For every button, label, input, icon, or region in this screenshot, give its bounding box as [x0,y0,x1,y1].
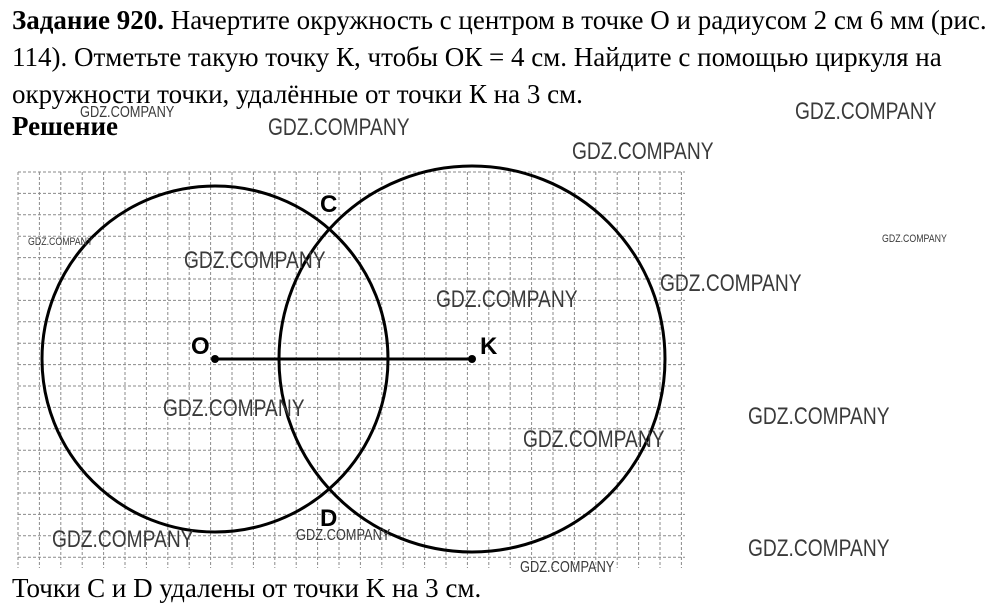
watermark: GDZ.COMPANY [882,233,947,245]
point-k [468,355,476,363]
label-k: K [480,333,498,360]
label-c: C [320,191,338,218]
watermark: GDZ.COMPANY [28,236,93,248]
label-d: D [320,505,338,532]
watermark: GDZ.COMPANY [572,138,714,165]
watermark: GDZ.COMPANY [184,247,326,274]
task-number: Задание 920. [12,5,165,35]
watermark: GDZ.COMPANY [748,535,890,562]
watermark: GDZ.COMPANY [436,286,578,313]
watermark: GDZ.COMPANY [268,114,410,141]
watermark: GDZ.COMPANY [52,526,194,553]
label-o: O [191,333,210,360]
watermark: GDZ.COMPANY [660,270,802,297]
solution-heading: Решение [12,111,118,141]
answer-text: Точки C и D удалены от точки K на 3 см. [12,573,482,603]
watermark: GDZ.COMPANY [523,426,665,453]
watermark: GDZ.COMPANY [80,104,175,121]
watermark: GDZ.COMPANY [748,403,890,430]
task-text: Начертите окружность с центром в точке О и радиусом 2 см 6 мм (рис. 114). Отметьте такую точку К, чтобы ОК = 4 см. Найдите с помощью циркуля на окружности точки, удалённые от точки К на 3 см. [12,5,987,109]
watermark: GDZ.COMPANY [163,395,305,422]
watermark: GDZ.COMPANY [520,559,615,576]
watermark: GDZ.COMPANY [795,98,937,125]
watermark: GDZ.COMPANY [296,527,391,544]
point-o [211,355,219,363]
